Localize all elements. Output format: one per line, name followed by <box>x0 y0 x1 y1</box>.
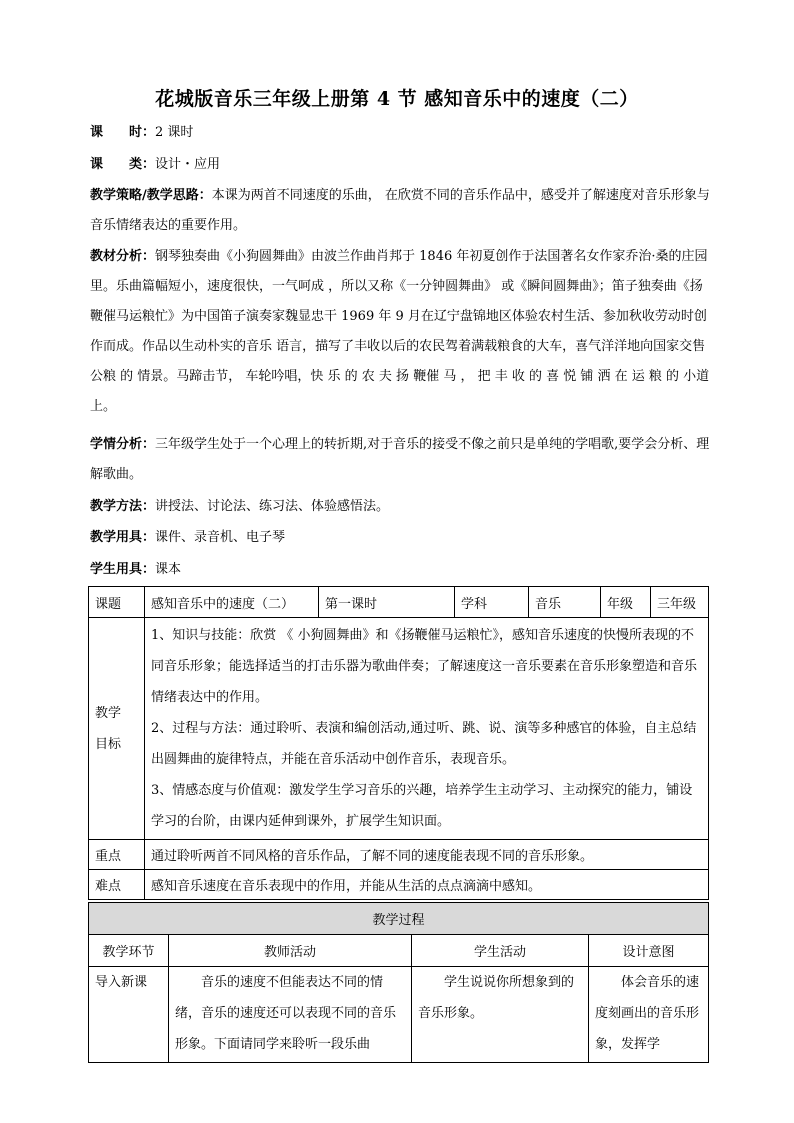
row-intent: 体会音乐的速度刻画出的音乐形象，发挥学 <box>589 967 709 1063</box>
teaching-process-table <box>88 902 709 1063</box>
goal-item-1 <box>151 620 702 713</box>
topic-value: 感知音乐中的速度（二） <box>145 587 319 618</box>
section-tools <box>90 523 710 553</box>
goal-3-label: 情感态度与价值观： <box>172 783 290 798</box>
lesson-info-table <box>88 586 709 900</box>
difficulty-label: 难点 <box>89 870 145 900</box>
goal-3-text: 激发学生学习音乐的兴趣，培养学生主动学习、主动探究的能力，铺设学习的台阶，由课内延伸到课外，扩展学生知识面。 <box>151 783 693 829</box>
meta-type <box>90 150 710 180</box>
meta-hours-label: 课 时： <box>90 125 156 140</box>
tools-label: 教学用具： <box>90 530 156 545</box>
header-student: 学生活动 <box>412 935 589 967</box>
goal-2-no: 2、 <box>151 721 173 736</box>
info-row-key <box>89 840 709 870</box>
goals-cell <box>145 618 709 840</box>
header-stage: 教学环节 <box>89 935 169 967</box>
section-students <box>90 430 710 490</box>
goal-item-3 <box>151 775 702 837</box>
key-text: 通过聆听两首不同风格的音乐作品，了解不同的速度能表现不同的音乐形象。 <box>145 840 709 870</box>
goal-2-text: 通过聆听、表演和编创活动,通过听、跳、说、演等多种感官的体验，自主总结出圆舞曲的旋律特点，并能在音乐活动中创作音乐，表现音乐。 <box>151 721 697 767</box>
meta-type-label: 课 类： <box>90 157 156 172</box>
goal-2-label: 过程与方法： <box>172 721 251 736</box>
section-student-tools <box>90 555 710 585</box>
process-header-row <box>89 935 709 967</box>
goal-1-no: 1、 <box>151 628 173 643</box>
header-teacher: 教师活动 <box>169 935 412 967</box>
student-tools-text: 课本 <box>155 562 182 577</box>
methods-text: 讲授法、讨论法、练习法、体验感悟法。 <box>155 499 390 514</box>
page-title: 花城版音乐三年级上册第 4 节 感知音乐中的速度（二） <box>155 88 639 110</box>
meta-type-value: 设计・应用 <box>155 157 221 172</box>
goal-3-no: 3、 <box>151 783 173 798</box>
strategy-label: 教学策略/教学思路： <box>90 188 212 203</box>
row-teacher: 音乐的速度不但能表达不同的情绪，音乐的速度还可以表现不同的音乐形象。下面请同学来聆听一段乐曲 <box>169 967 412 1063</box>
materials-text: 钢琴独奏曲《小狗圆舞曲》由波兰作曲肖邦于 1846 年初夏创作于法国著名女作家乔治·桑的庄园里。乐曲篇幅短小，速度很快，一气呵成 ，所以又称《一分钟圆舞曲》 或《瞬间圆舞曲》；笛子独奏曲《扬鞭催马运粮忙》为中国笛子演奏家魏显忠干 1969 年 9 月在辽宁盘锦地区体验农村生活、参加秋收劳动时创作而成。作品以生动朴实的音乐 语言，描写了丰收以后的农民驾着满载粮食的大车，喜气洋洋地向国家交售公粮 的 情景。马蹄击节， 车轮吟唱，快 乐 的 农 夫 扬 鞭催 马 ， 把 丰 收 的 喜 悦 铺 洒 在 运 粮 的 小道上。 <box>90 249 710 414</box>
subject-label: 学科 <box>455 587 529 618</box>
section-materials <box>90 242 710 422</box>
meta-hours <box>90 118 710 148</box>
goal-item-2 <box>151 713 702 775</box>
info-row-goals <box>89 618 709 840</box>
goal-1-label: 知识与技能： <box>172 628 251 643</box>
subject-value: 音乐 <box>529 587 601 618</box>
process-title-row <box>89 903 709 935</box>
goals-label: 教学目标 <box>89 618 145 840</box>
grade-label: 年级 <box>601 587 651 618</box>
goal-1-text: 欣赏 《 小狗圆舞曲》和《扬鞭催马运粮忙》，感知音乐速度的快慢所表现的不同音乐形象；能选择适当的打击乐器为歌曲伴奏；了解速度这一音乐要素在音乐形象塑造和音乐情绪表达中的作用。 <box>151 628 698 705</box>
students-label: 学情分析： <box>90 437 156 452</box>
header-intent: 设计意图 <box>589 935 709 967</box>
lesson-number: 第一课时 <box>319 587 455 618</box>
student-tools-label: 学生用具： <box>90 562 156 577</box>
meta-hours-value: 2 课时 <box>155 125 194 140</box>
tools-text: 课件、录音机、电子琴 <box>155 530 286 545</box>
table-row <box>89 967 709 1063</box>
difficulty-text: 感知音乐速度在音乐表现中的作用，并能从生活的点点滴滴中感知。 <box>145 870 709 900</box>
key-label: 重点 <box>89 840 145 870</box>
info-row-difficulty <box>89 870 709 900</box>
section-methods <box>90 492 710 522</box>
row-student: 学生说说你所想象到的音乐形象。 <box>412 967 589 1063</box>
students-text: 三年级学生处于一个心理上的转折期,对于音乐的接受不像之前只是单纯的学唱歌,要学会分析、理解歌曲。 <box>90 437 710 482</box>
strategy-text: 本课为两首不同速度的乐曲， 在欣赏不同的音乐作品中，感受并了解速度对音乐形象与音乐情绪表达的重要作用。 <box>90 188 710 233</box>
materials-label: 教材分析： <box>90 249 156 264</box>
row-stage: 导入新课 <box>89 967 169 1063</box>
grade-value: 三年级 <box>651 587 709 618</box>
process-title: 教学过程 <box>89 903 709 935</box>
topic-label: 课题 <box>89 587 145 618</box>
methods-label: 教学方法： <box>90 499 156 514</box>
section-strategy <box>90 181 710 241</box>
info-row-topic <box>89 587 709 618</box>
